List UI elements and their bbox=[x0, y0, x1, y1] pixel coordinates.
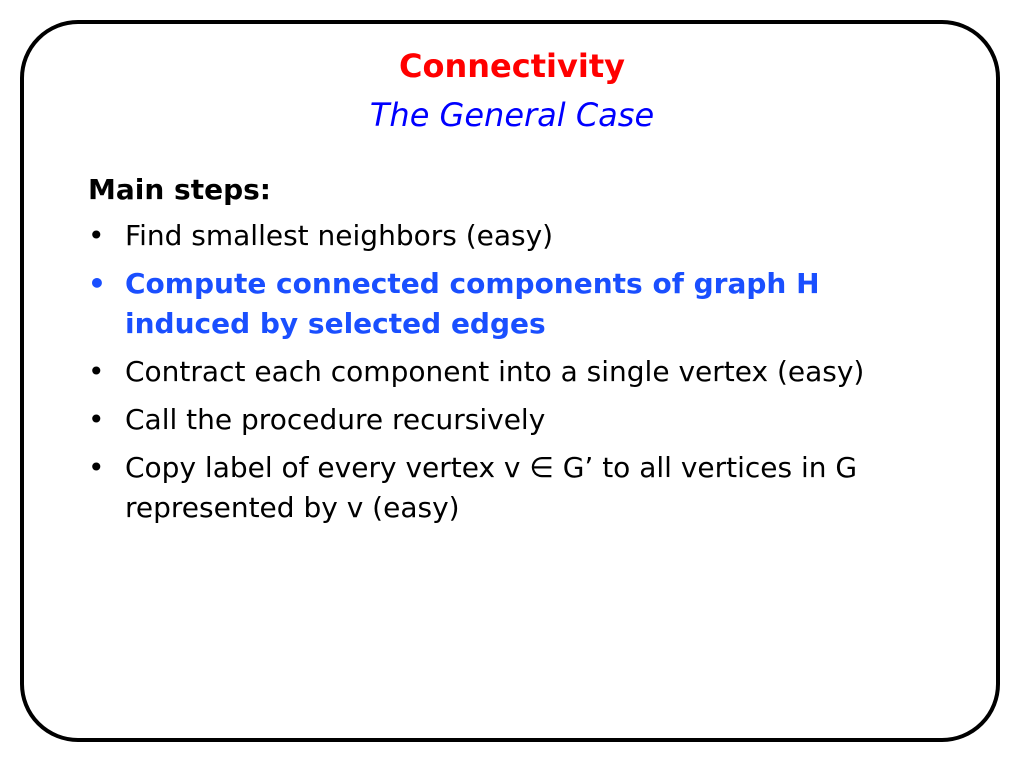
bullet-icon: • bbox=[88, 267, 106, 300]
steps-heading: Main steps: bbox=[88, 173, 271, 206]
step-text-3: Contract each component into a single vertex (easy) bbox=[125, 355, 865, 388]
step-item-1 bbox=[88, 216, 928, 256]
bullet-icon: • bbox=[88, 403, 105, 436]
slide-title: Connectivity bbox=[399, 47, 625, 85]
step-item-2 bbox=[88, 264, 928, 344]
step-text-2: Compute connected components of graph H induced by selected edges bbox=[125, 267, 820, 340]
step-item-3 bbox=[88, 352, 928, 392]
bullet-icon: • bbox=[88, 355, 105, 388]
bullet-icon: • bbox=[88, 451, 105, 484]
step-text-4: Call the procedure recursively bbox=[125, 403, 546, 436]
step-item-5 bbox=[88, 448, 928, 528]
step-text-1: Find smallest neighbors (easy) bbox=[125, 219, 554, 252]
step-text-5: Copy label of every vertex v ∈ G’ to all vertices in G represented by v (easy) bbox=[125, 451, 858, 524]
bullet-icon: • bbox=[88, 219, 105, 252]
slide-body bbox=[88, 170, 928, 536]
steps-list bbox=[88, 216, 928, 528]
slide-subtitle: The General Case bbox=[369, 96, 655, 134]
step-item-4 bbox=[88, 400, 928, 440]
